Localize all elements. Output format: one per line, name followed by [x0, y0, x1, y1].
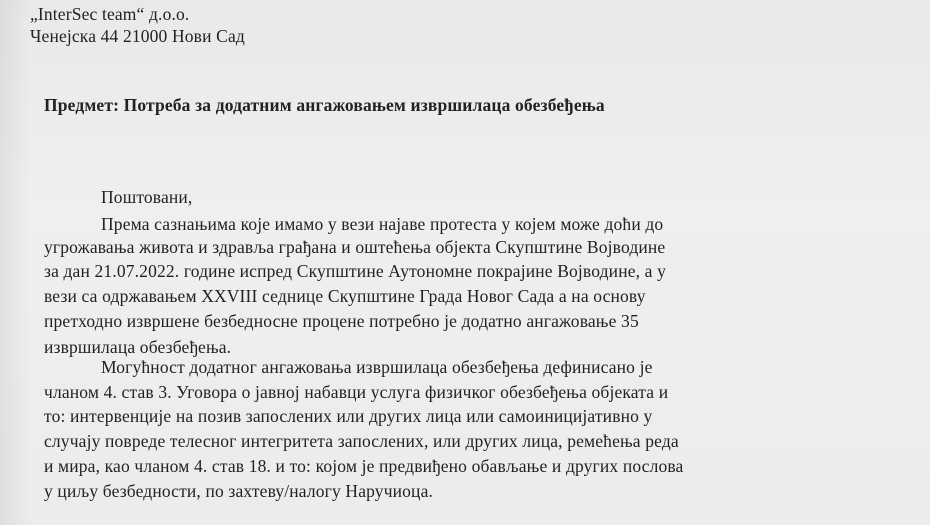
page-shadow: [0, 0, 30, 525]
company-name: „InterSec team“ д.о.о.: [30, 4, 190, 24]
paragraph-2-line: у циљу безбедности, по захтеву/налогу Наручиоца.: [44, 481, 434, 501]
paragraph-1-line: вези са одржавањем XXVIII седнице Скупштине Града Новог Сада а на основу: [44, 286, 646, 306]
paragraph-1-line: претходно извршене безбедносне процене потребно је додатно ангажовање 35: [44, 311, 639, 331]
paragraph-1-line: Према сазнањима које имамо у вези најаве протеста у којем може доћи до: [101, 214, 664, 234]
greeting: Поштовани,: [101, 187, 193, 207]
paragraph-2-line: чланом 4. став 3. Уговора о јавној набавци услуга физичког обезбеђења објеката и: [44, 382, 669, 402]
subject-line: Предмет: Потреба за додатним ангажовањем извршилаца обезбеђења: [44, 95, 605, 115]
paragraph-1-line: за дан 21.07.2022. године испред Скупштине Аутономне покрајине Војводине, а у: [44, 261, 667, 281]
paragraph-2-line: Могућност додатног ангажовања извршилаца обезбеђења дефинисано је: [101, 357, 653, 377]
paragraph-1-line: угрожавања живота и здравља грађана и оштећења објекта Скупштине Војводине: [44, 237, 666, 257]
paragraph-2-line: и мира, као чланом 4. став 18. и то: којом је предвиђено обављање и других послова: [44, 456, 684, 476]
paragraph-2-line: случају повреде телесног интегритета запослених, или других лица, ремећења реда: [44, 431, 679, 451]
company-address: Ченејска 44 21000 Нови Сад: [30, 26, 245, 46]
paragraph-2-line: то: интервенције на позив запослених или других лица или самоиницијативно у: [44, 406, 653, 426]
paragraph-1-line: извршилаца обезбеђења.: [44, 337, 232, 357]
